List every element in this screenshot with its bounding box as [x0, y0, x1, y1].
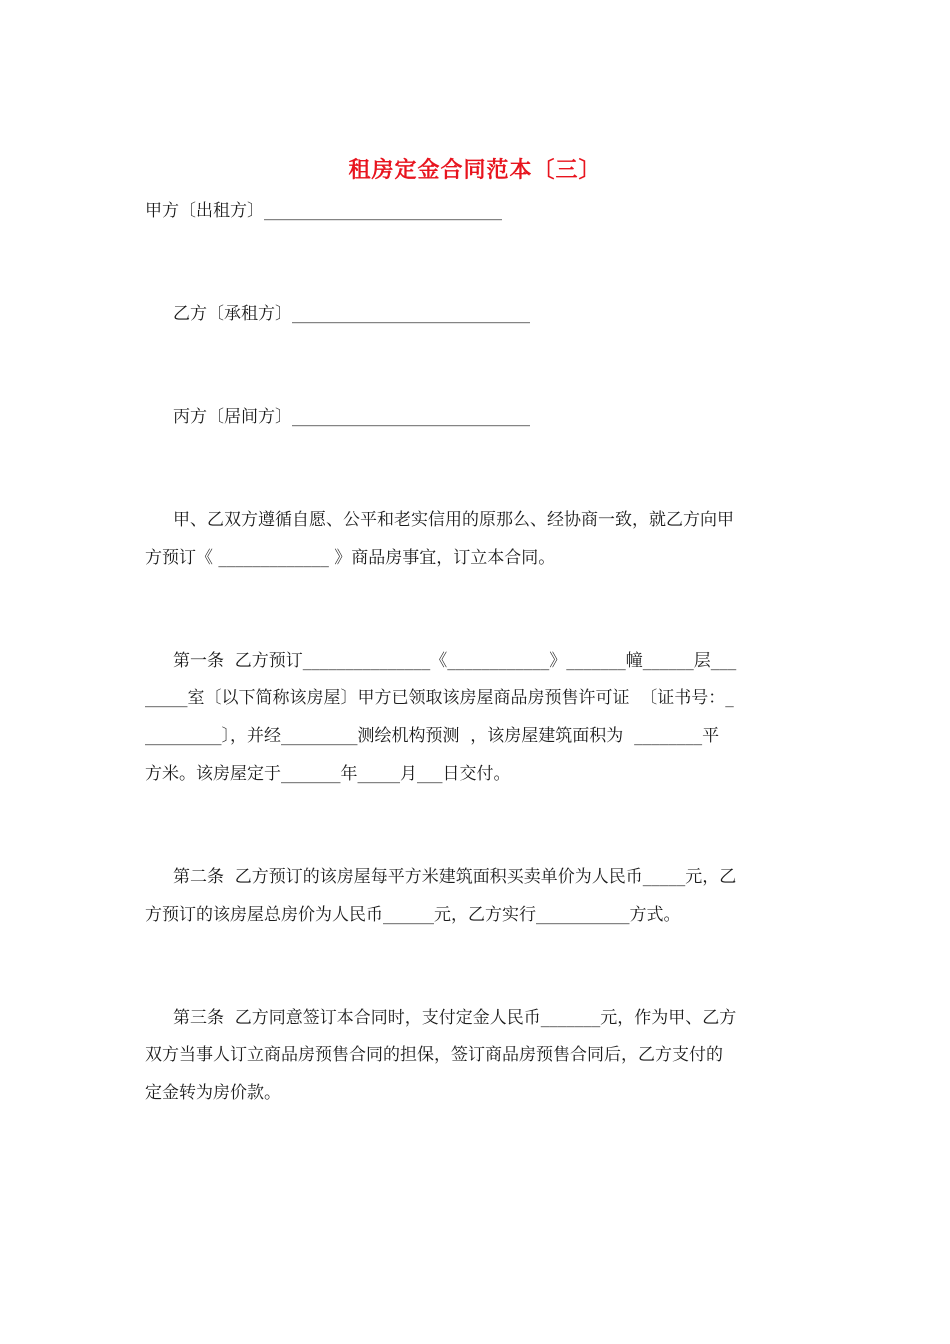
article1-line-1: 第一条 乙方预订_______________《____________》_______幢______层___: [173, 651, 737, 671]
article1-line-3: _________〕，并经_________测绘机构预测 ，该房屋建筑面积为 ________平: [145, 726, 720, 746]
article3-line-3: 定金转为房价款。: [145, 1083, 281, 1103]
intro-line-1: 甲、乙双方遵循自愿、公平和老实信用的原那么、经协商一致，就乙方向甲: [173, 510, 734, 530]
document-title: 租房定金合同范本〔三〕: [348, 158, 602, 183]
article3-line-2: 双方当事人订立商品房预售合同的担保，签订商品房预售合同后，乙方支付的: [145, 1045, 723, 1065]
party-a-line: 甲方〔出租方〕____________________________: [145, 201, 502, 221]
article1-line-4: 方米。该房屋定于_______年_____月___日交付。: [145, 764, 511, 784]
article1-line-2: _____室〔以下简称该房屋〕甲方已领取该房屋商品房预售许可证 〔证书号：_: [145, 688, 734, 708]
article2-line-1: 第二条 乙方预订的该房屋每平方米建筑面积买卖单价为人民币_____元，乙: [173, 867, 737, 887]
intro-line-2: 方预订《 _____________ 》商品房事宜，订立本合同。: [145, 548, 556, 568]
party-b-line: 乙方〔承租方〕____________________________: [173, 304, 530, 324]
party-c-line: 丙方〔居间方〕____________________________: [173, 407, 530, 427]
article3-line-1: 第三条 乙方同意签订本合同时，支付定金人民币_______元，作为甲、乙方: [173, 1008, 737, 1028]
article2-line-2: 方预订的该房屋总房价为人民币______元，乙方实行___________方式。: [145, 905, 681, 925]
